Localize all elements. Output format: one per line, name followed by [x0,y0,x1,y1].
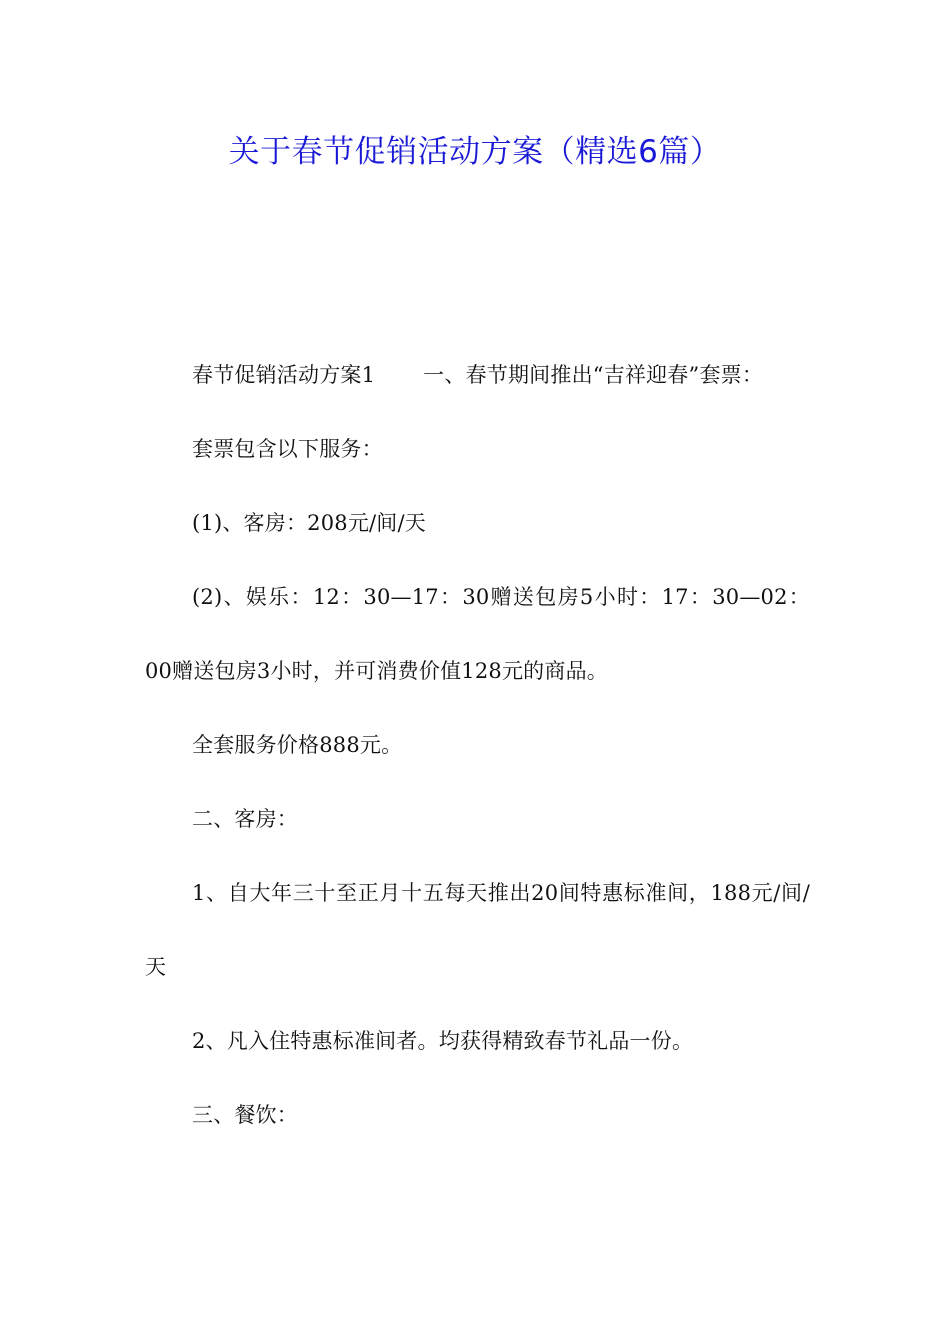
document-title: 关于春节促销活动方案（精选6篇） [228,134,722,170]
paragraph-4: (2)、娱乐：12：30—17：30赠送包房5小时：17：30—02：00赠送包房3小时，并可消费价值128元的商品。 [145,585,810,683]
paragraph-5: 全套服务价格888元。 [192,733,403,757]
paragraph-7: 1、自大年三十至正月十五每天推出20间特惠标准间，188元/间/天 [145,881,810,979]
section-heading: 春节促销活动方案1 [192,363,376,387]
document-body [145,338,810,1152]
paragraph-9: 三、餐饮： [192,1103,298,1127]
paragraph-2: 套票包含以下服务： [192,437,383,461]
paragraph-1 [145,338,810,412]
paragraph-8: 2、凡入住特惠标准间者。均获得精致春节礼品一份。 [192,1029,694,1053]
paragraph-6: 二、客房： [192,807,298,831]
paragraph-text: 一、春节期间推出“吉祥迎春”套票： [423,363,764,387]
paragraph-3: (1)、客房：208元/间/天 [192,511,426,535]
